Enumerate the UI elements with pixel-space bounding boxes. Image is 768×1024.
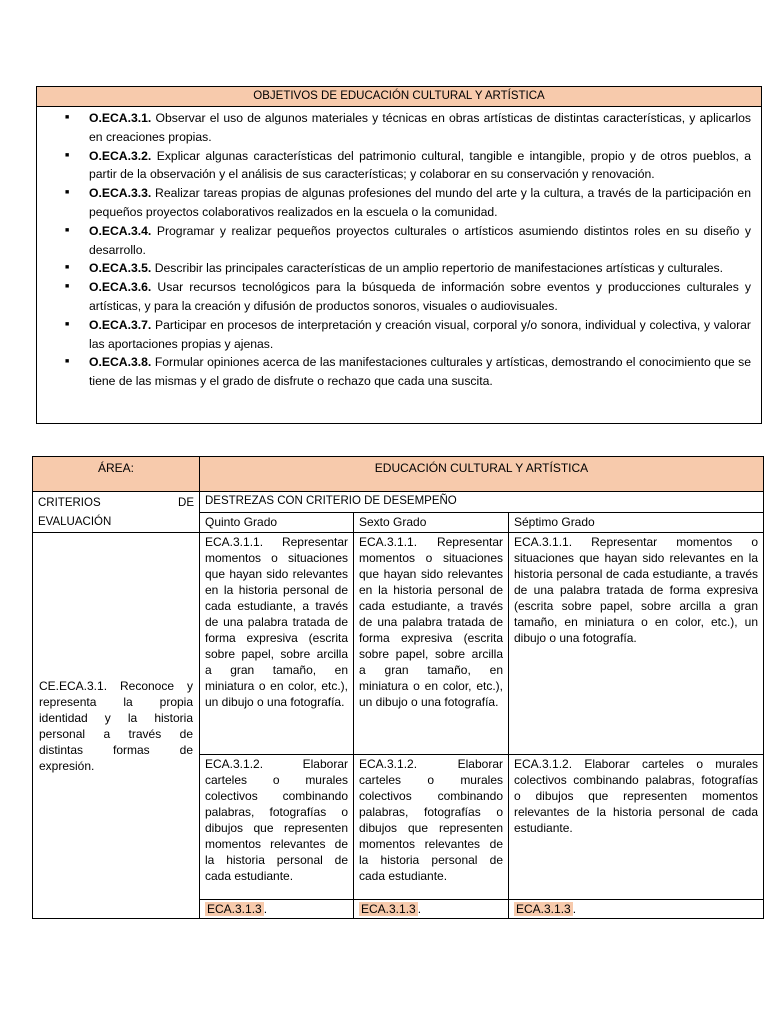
objective-code: O.ECA.3.1. <box>89 111 152 125</box>
skill-code-link[interactable]: ECA.3.1.3 <box>207 902 262 916</box>
objective-text: Observar el uso de algunos materiales y técnicas en obras artísticas de distintas características, y aplicarlos en creaciones propias. <box>89 111 751 144</box>
criteria-header <box>33 492 200 533</box>
objective-item <box>65 184 751 222</box>
grade-fifth: Quinto Grado <box>200 512 354 533</box>
objective-text: Formular opiniones acerca de las manifestaciones culturales y artísticas, demostrando el conocimiento que se tiene de las mismas y el grado de disfrute o rechazo que cada una suscita. <box>89 355 751 389</box>
square-bullet-icon: ■ <box>65 358 70 366</box>
objective-text: Explicar algunas características del patrimonio cultural, tangible e intangible, propio y de otros pueblos, a partir de la observación y el análisis de sus características; y colaborar en su conservación y renovación. <box>89 148 751 182</box>
objective-item <box>65 147 751 185</box>
evaluation-criterion: CE.ECA.3.1. Reconoce y representa la propia identidad y la historia personal a través de distintas formas de expresión. <box>33 533 200 919</box>
skill-cell-fifth: ECA.3.1.2. Elaborar carteles o murales colectivos combinando palabras, fotografías o dibujos que representen momentos relevantes de la historia personal de cada estudiante. <box>200 755 354 900</box>
objectives-box <box>36 86 762 424</box>
area-label: ÁREA: <box>33 457 200 492</box>
objective-item <box>65 109 751 147</box>
objective-text: Describir las principales características de un amplio repertorio de manifestaciones artísticas y culturales. <box>154 261 724 276</box>
objective-item <box>65 353 751 391</box>
square-bullet-icon: ■ <box>65 226 70 234</box>
square-bullet-icon: ■ <box>65 151 70 159</box>
objectives-title: OBJETIVOS DE EDUCACIÓN CULTURAL Y ARTÍSTICA <box>37 87 761 107</box>
skill-code-link[interactable]: ECA.3.1.3 <box>361 902 416 916</box>
objectives-list <box>37 107 761 391</box>
skill-cell-fifth: ECA.3.1.1. Representar momentos o situaciones que hayan sido relevantes en la historia personal de cada estudiante, a través de una palabra tratada de forma expresiva (escrita sobre papel, sobre arcilla a gran tamaño, en miniatura o en color, etc.), un dibujo o una fotografía. <box>200 533 354 755</box>
objective-code: O.ECA.3.4. <box>89 223 152 238</box>
objective-code: O.ECA.3.2. <box>89 148 152 163</box>
criteria-label-line2: EVALUACIÓN <box>38 516 112 528</box>
square-bullet-icon: ■ <box>65 264 70 272</box>
skill-cell-seventh: ECA.3.1.3 . <box>509 900 764 919</box>
criteria-label-line1: CRITERIOS DE <box>38 497 194 509</box>
objective-code: O.ECA.3.7. <box>89 317 152 332</box>
square-bullet-icon: ■ <box>65 320 70 328</box>
objective-item <box>65 222 752 260</box>
area-value: EDUCACIÓN CULTURAL Y ARTÍSTICA <box>200 457 764 492</box>
skill-code-link[interactable]: ECA.3.1.3 <box>516 902 571 916</box>
objective-code: O.ECA.3.8. <box>89 355 152 370</box>
curriculum-table <box>32 456 764 919</box>
objective-item <box>65 259 751 278</box>
grade-sixth: Sexto Grado <box>354 512 509 533</box>
skill-cell-sixth: ECA.3.1.3 . <box>354 900 509 919</box>
objective-code: O.ECA.3.6. <box>89 280 152 295</box>
skills-header: DESTREZAS CON CRITERIO DE DESEMPEÑO <box>200 492 764 513</box>
objective-code: O.ECA.3.5. <box>89 261 152 276</box>
objective-item <box>65 278 751 316</box>
objective-text: Programar y realizar pequeños proyectos culturales o artísticos asumiendo distintos roles en su diseño y desarrollo. <box>89 223 752 257</box>
square-bullet-icon: ■ <box>65 189 70 197</box>
skill-cell-seventh: ECA.3.1.2. Elaborar carteles o murales colectivos combinando palabras, fotografías o dibujos que representen momentos relevantes de la historia personal de cada estudiante. <box>509 755 764 900</box>
objective-item <box>65 316 751 354</box>
skill-cell-sixth: ECA.3.1.2. Elaborar carteles o murales colectivos combinando palabras, fotografías o dibujos que representen momentos relevantes de la historia personal de cada estudiante. <box>354 755 509 900</box>
objective-code: O.ECA.3.3. <box>89 186 152 201</box>
objective-text: Usar recursos tecnológicos para la búsqueda de información sobre eventos y producciones culturales y artísticas, y para la creación y difusión de productos sonoros, visuales o audiovisuales. <box>89 280 751 313</box>
skill-cell-sixth: ECA.3.1.1. Representar momentos o situaciones que hayan sido relevantes en la historia personal de cada estudiante, a través de una palabra tratada de forma expresiva (escrita sobre papel, sobre arcilla a gran tamaño, en miniatura o en color, etc.), un dibujo o una fotografía. <box>354 533 509 755</box>
objective-text: Participar en procesos de interpretación y creación visual, corporal y/o sonora, individual y colectiva, y valorar las aportaciones propias y ajenas. <box>89 317 751 351</box>
square-bullet-icon: ■ <box>65 114 70 121</box>
skill-cell-seventh: ECA.3.1.1. Representar momentos o situaciones que hayan sido relevantes en la historia personal de cada estudiante, a través de una palabra tratada de forma expresiva (escrita sobre papel, sobre arcilla a gran tamaño, en miniatura o en color, etc.), un dibujo o una fotografía. <box>509 533 764 755</box>
objective-text: Realizar tareas propias de algunas profesiones del mundo del arte y la cultura, a través de la participación en pequeños proyectos colaborativos realizados en la escuela o la comunidad. <box>89 186 751 219</box>
square-bullet-icon: ■ <box>65 283 70 291</box>
grade-seventh: Séptimo Grado <box>509 512 764 533</box>
skill-cell-fifth: ECA.3.1.3 . <box>200 900 354 919</box>
